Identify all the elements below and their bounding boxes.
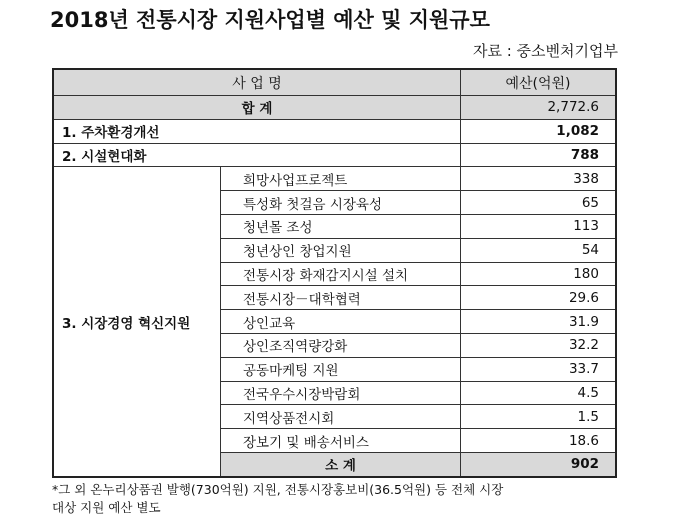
item-value: 1,082 — [461, 119, 617, 143]
subitem-label: 상인교육 — [221, 310, 461, 334]
footnote-line: *그 외 온누리상품권 발행(730억원) 지원, 전통시장홍보비(36.5억원) 등 전체 시장 — [52, 482, 504, 497]
subitem-value: 29.6 — [461, 286, 617, 310]
subtotal-value: 902 — [461, 452, 617, 476]
subitem-label: 지역상품전시회 — [221, 405, 461, 429]
subitem-label: 청년상인 창업지원 — [221, 238, 461, 262]
column-header-budget: 예산(억원) — [461, 69, 617, 96]
subitem-value: 32.2 — [461, 333, 617, 357]
subitem-value: 4.5 — [461, 381, 617, 405]
subitem-value: 1.5 — [461, 405, 617, 429]
subitem-label: 전통시장 화재감지시설 설치 — [221, 262, 461, 286]
subitem-label: 청년몰 조성 — [221, 214, 461, 238]
subitem-label: 특성화 첫걸음 시장육성 — [221, 191, 461, 215]
table-row — [53, 143, 616, 167]
subitem-value: 65 — [461, 191, 617, 215]
page-title: 2018년 전통시장 지원사업별 예산 및 지원규모 — [50, 8, 490, 32]
subitem-value: 180 — [461, 262, 617, 286]
item-label: 2. 시설현대화 — [53, 143, 461, 167]
subitem-value: 18.6 — [461, 429, 617, 453]
subitem-value: 31.9 — [461, 310, 617, 334]
subitem-value: 54 — [461, 238, 617, 262]
table-row — [53, 119, 616, 143]
subitem-label: 희망사업프로젝트 — [221, 167, 461, 191]
column-header-program: 사 업 명 — [53, 69, 461, 96]
subitem-label: 전국우수시장박람회 — [221, 381, 461, 405]
subitem-value: 338 — [461, 167, 617, 191]
subitem-label: 상인조직역량강화 — [221, 333, 461, 357]
subtotal-label: 소 계 — [221, 452, 461, 476]
subitem-label: 전통시장－대학협력 — [221, 286, 461, 310]
item-label: 1. 주차환경개선 — [53, 119, 461, 143]
group-label: 3. 시장경영 혁신지원 — [53, 167, 221, 477]
total-value: 2,772.6 — [461, 96, 617, 120]
total-row — [53, 96, 616, 120]
source-label: 자료 : 중소벤처기업부 — [472, 42, 618, 60]
footnote-line: 대상 지원 예산 별도 — [52, 500, 161, 515]
subitem-value: 113 — [461, 214, 617, 238]
total-label: 합 계 — [53, 96, 461, 120]
footnote — [52, 481, 503, 517]
item-value: 788 — [461, 143, 617, 167]
subitem-label: 장보기 및 배송서비스 — [221, 429, 461, 453]
subitem-value: 33.7 — [461, 357, 617, 381]
table-header-row — [53, 69, 616, 96]
budget-table — [52, 68, 617, 478]
subitem-label: 공동마케팅 지원 — [221, 357, 461, 381]
table-row — [53, 167, 616, 191]
